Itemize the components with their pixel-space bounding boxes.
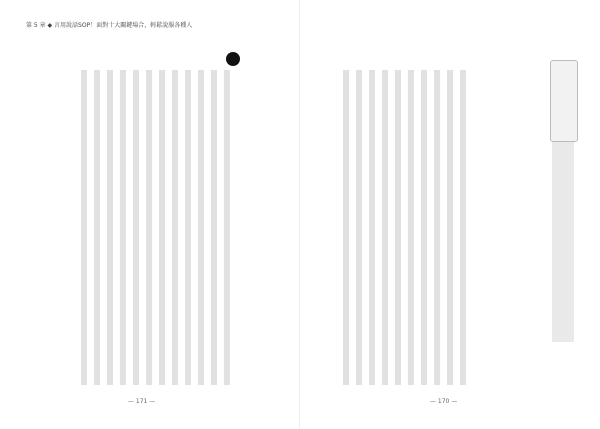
folio: — 170 — xyxy=(430,398,458,405)
chapter-tab-band xyxy=(552,142,574,342)
chapter-tab xyxy=(550,60,578,142)
folio: — 171 — xyxy=(128,398,156,405)
body-text-placeholder xyxy=(336,70,466,385)
running-head: 第 5 章 ◆ 言用說話SOP！面對十大關鍵場合，輕鬆說服各種人 xyxy=(26,22,193,29)
right-page xyxy=(300,0,600,429)
body-text-placeholder xyxy=(80,70,230,385)
section-bullet-icon xyxy=(226,52,240,66)
